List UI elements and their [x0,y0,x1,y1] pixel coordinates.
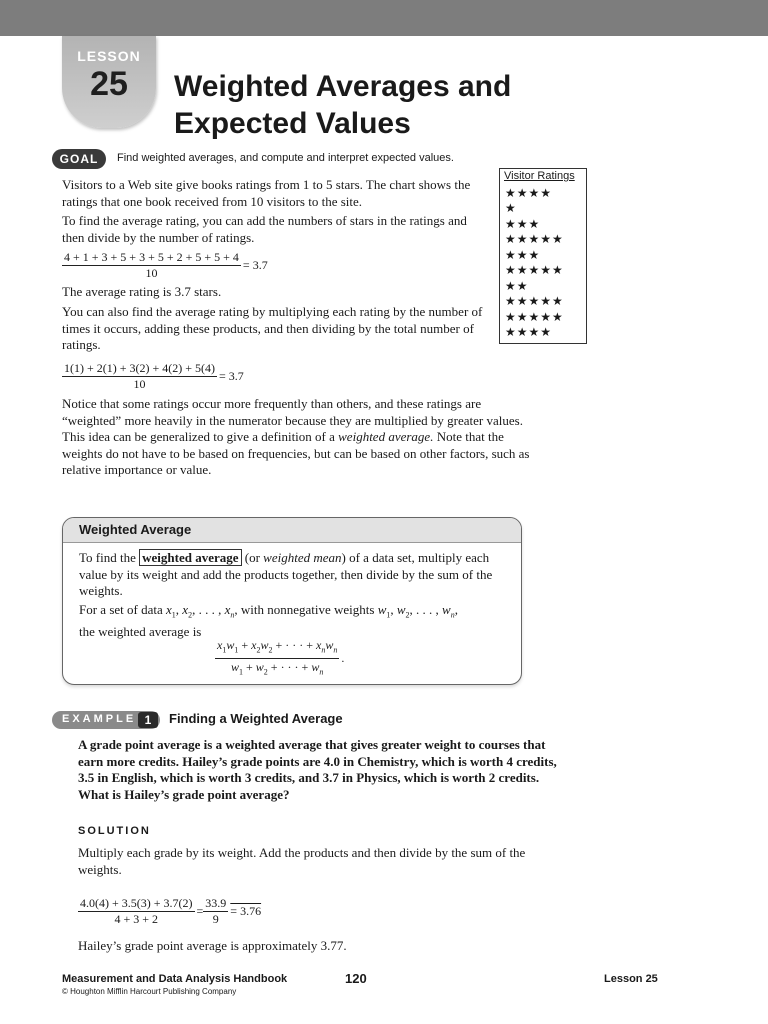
solution-label: SOLUTION [78,825,151,837]
rating-row: ★★★★★ [505,294,564,308]
alt-term: weighted mean [263,550,342,565]
rating-row: ★★★★ [505,186,553,200]
top-bar [0,0,768,36]
lesson-number: 25 [90,65,128,103]
solution-text: Multiply each grade by its weight. Add the products and then divide by the sum of the weights. [78,845,526,877]
weighted-average-formula: $\frac{x_1w_1 + x_2w_2 + \cdot \cdot \cdot + x_nw_n}{w_1 + w_2 + \cdot \cdot \cdot + w_n}$ . [217,638,345,677]
definition-paragraph-2: For a set of data $x_1$, $x_2$, . . . , $x_n$, with nonnegative weights $w_1$, $w_2$, . . . , $w_n$, the weighted average is [79,602,458,640]
lesson-tab [62,36,156,128]
intro-paragraph-2: To find the average rating, you can add the numbers of stars in the ratings and then divide by the number of ratings. [62,213,467,245]
definition-text: the weighted average is [79,624,202,640]
definition-title: Weighted Average [79,522,192,537]
intro-paragraph-4: You can also find the average rating by multiplying each rating by the number of times it occurs, adding these products, and then dividing by the total number of ratings. [62,304,483,352]
equation-2-numerator: 1(1) + 2(1) + 3(2) + 4(2) + 5(4) [64,361,216,375]
definition-paragraph-1 [79,550,509,600]
footer-book-title: Measurement and Data Analysis Handbook [62,973,288,985]
equation-1-numerator: 4 + 1 + 3 + 5 + 3 + 5 + 2 + 5 + 5 + 4 [64,250,239,264]
definition-box [62,517,522,685]
gpa-mid-numerator: 33.9 [205,896,227,910]
definition-header [63,518,521,543]
equation-2-denominator: 10 [133,377,146,391]
example-label: EXAMPLE [62,713,137,725]
example-badge [52,711,160,729]
conclusion-text: Hailey’s grade point average is approximately 3.77. [78,938,347,953]
definition-text: For a set of data [79,602,167,617]
rating-row: ★★★★★ [505,263,564,277]
equation-simple-average [62,250,268,281]
equation-2-result: = 3.7 [219,369,244,383]
title-line-2: Expected Values [174,107,411,140]
gpa-numerator: 4.0(4) + 3.5(3) + 3.7(2) [80,896,193,910]
rating-row: ★★★★★ [505,310,564,324]
key-term: weighted average [139,549,241,566]
lesson-label: LESSON [77,48,141,64]
equation-frequency-average [62,361,244,392]
rating-row: ★ [505,201,517,215]
page-number: 120 [345,971,367,986]
gpa-result: = 3.76 [230,904,262,918]
equation-1-result: = 3.7 [242,258,268,272]
visitor-ratings-title: Visitor Ratings [504,170,575,182]
visitor-ratings-chart [499,168,587,344]
intro-paragraph-3: The average rating is 3.7 stars. [62,284,222,299]
rating-row: ★★ [505,279,529,293]
definition-text: ) of a data set, multiply each value by its weight and add the products together, then divide by the sum of the weights. [79,550,493,598]
gpa-mid-denominator: 9 [212,912,219,926]
example-problem: A grade point average is a weighted average that gives greater weight to courses that earn more credits. Hailey’s grade points are 4.0 in Chemistry, which is worth 4 credits, 3.5 in English, which is worth 3 credits, and 3.7 in Physics, which is worth 2 credits. What is Hailey’s grade point average? [78,737,557,802]
title-line-1: Weighted Averages and [174,70,512,103]
intro-paragraph-5-end: Note that the weights do not have to be based on frequencies, but can be based on other factors, such as relative importance or value. [62,429,530,477]
footer-copyright: © Houghton Mifflin Harcourt Publishing Company [62,987,237,996]
equation-1-denominator: 10 [145,266,158,280]
footer-lesson: Lesson 25 [604,973,658,985]
rating-row: ★★★★★ [505,232,564,246]
rating-row: ★★★ [505,217,541,231]
definition-text: To find the [79,550,140,565]
example-number: 1 [138,712,158,728]
goal-text: Find weighted averages, and compute and interpret expected values. [117,152,454,164]
intro-paragraph-1: Visitors to a Web site give books ratings from 1 to 5 stars. The chart shows the ratings that one book received from 10 visitors to the site. [62,177,471,209]
goal-badge: GOAL [52,149,106,169]
intro-paragraph-5 [62,396,542,479]
definition-text: with nonnegative weights [237,602,378,617]
gpa-equation: $\frac{4.0(4) + 3.5(3) + 3.7(2)}{4 + 3 + 2}$ = $\frac{33.9}{9}$ = 3.76 [80,896,262,926]
gpa-denominator: 4 + 3 + 2 [114,912,159,926]
example-title: Finding a Weighted Average [169,711,343,726]
page-title [174,68,594,142]
rating-row: ★★★★ [505,325,553,339]
weighted-average-term: weighted average. [338,429,434,444]
definition-text: (or [241,550,264,565]
intro-paragraph-5-start: Notice that some ratings occur more frequently than others, and these ratings are “weighted” more heavily in the numerator because they are multiplied by greater values. This idea can be generalized to give a definition of a [62,396,523,444]
rating-row: ★★★ [505,248,541,262]
